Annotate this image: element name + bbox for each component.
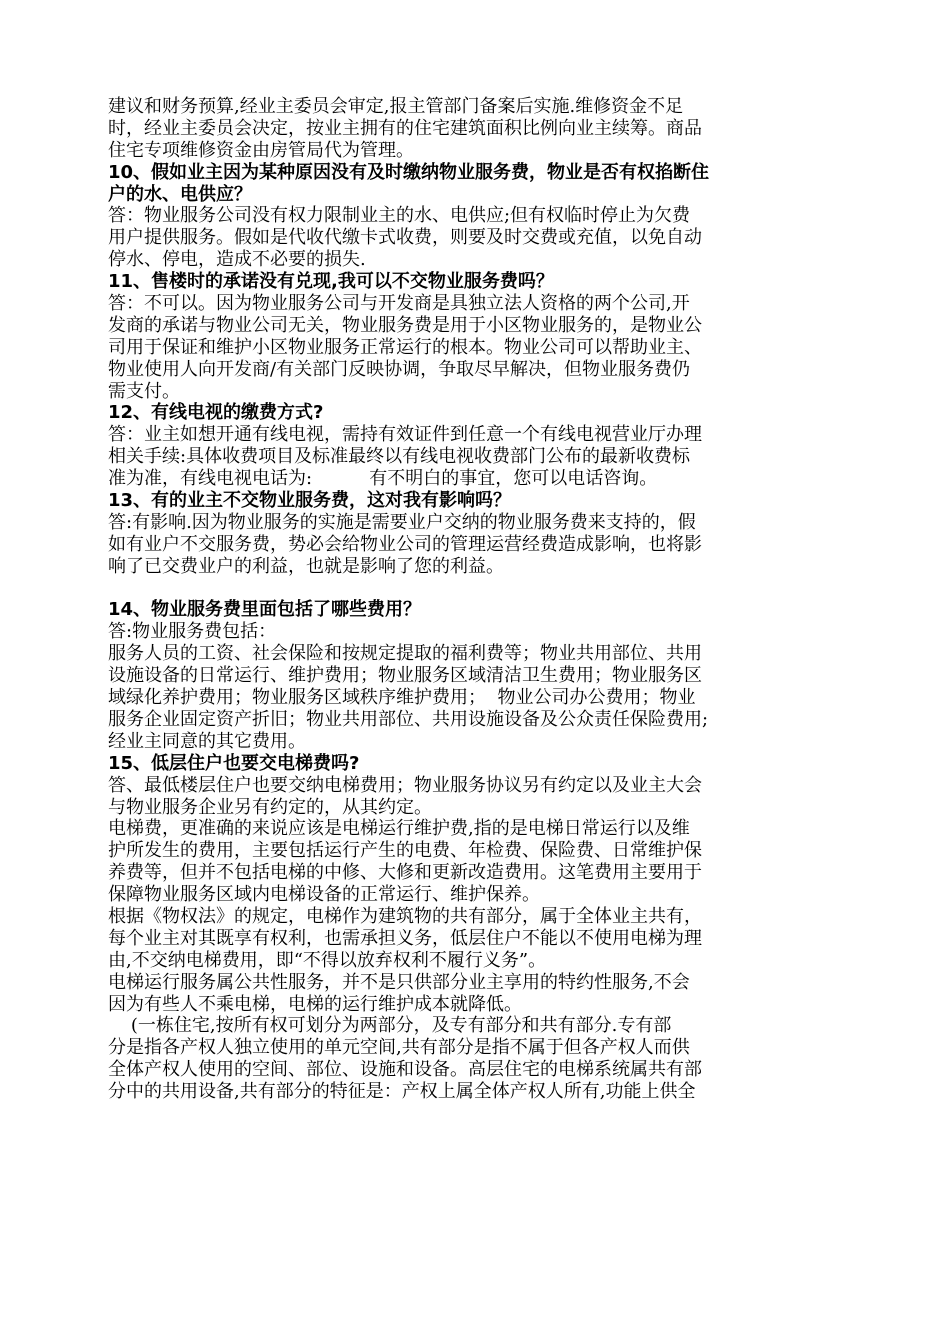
body-text-line: 电梯运行服务属公共性服务，并不是只供部分业主享用的特约性服务,不会: [108, 971, 690, 993]
body-text-line: 设施设备的日常运行、维护费用；物业服务区域清洁卫生费用；物业服务区: [108, 665, 702, 687]
body-text-line: 答:物业服务费包括：: [108, 621, 277, 643]
body-text-line: 根据《物权法》的规定，电梯作为建筑物的共有部分，属于全体业主共有，: [108, 905, 702, 927]
question-heading: 户的水、电供应？: [108, 183, 252, 205]
body-text-line: 电梯费，更准确的来说应该是电梯运行维护费,指的是电梯日常运行以及维: [108, 818, 690, 840]
body-text-line: 建议和财务预算,经业主委员会审定,报主管部门备案后实施.维修资金不足: [108, 96, 684, 117]
body-text-line: 答：不可以。因为物业服务公司与开发商是具独立法人资格的两个公司,开: [108, 293, 690, 315]
body-text-line: 需支付。: [108, 380, 180, 402]
body-text-line: 全体产权人使用的空间、部位、设施和设备。高层住宅的电梯系统属共有部: [108, 1059, 702, 1081]
body-text-line: 用户提供服务。假如是代收代缴卡式收费，则要及时交费或充值，以免自动: [108, 227, 702, 249]
document-page: [108, 96, 850, 1103]
body-text-line: 分是指各产权人独立使用的单元空间,共有部分是指不属于但各产权人而供: [108, 1037, 690, 1059]
question-heading: 11、售楼时的承诺没有兑现,我可以不交物业服务费吗？: [108, 271, 554, 293]
body-text-line: 答、最低楼层住户也要交纳电梯费用；物业服务协议另有约定以及业主大会: [108, 774, 702, 796]
body-text-line: 分中的共用设备,共有部分的特征是：产权上属全体产权人所有,功能上供全: [108, 1081, 696, 1103]
body-text-line: 由,不交纳电梯费用，即“不得以放弃权利不履行义务”。: [108, 949, 547, 971]
body-text-line: 服务企业固定资产折旧；物业共用部位、共用设施设备及公众责任保险费用;: [108, 708, 709, 730]
body-text-line: 答：物业服务公司没有权力限制业主的水、电供应;但有权临时停止为欠费: [108, 205, 691, 227]
body-text-line: 域绿化养护费用；物业服务区域秩序维护费用； 物业公司办公费用；物业: [108, 687, 696, 709]
body-text-line: 住宅专项维修资金由房管局代为管理。: [108, 139, 414, 161]
body-text-line: 保障物业服务区域内电梯设备的正常运行、维护保养。: [108, 884, 540, 906]
body-text-line: 准为准，有线电视电话为: 有不明白的事宜，您可以电话咨询。: [108, 468, 658, 490]
body-text-line: 发商的承诺与物业公司无关，物业服务费是用于小区物业服务的，是物业公: [108, 314, 702, 336]
body-text-line: 与物业服务企业另有约定的，从其约定。: [108, 796, 432, 818]
question-heading: 14、物业服务费里面包括了哪些费用？: [108, 599, 422, 621]
body-text-line: 护所发生的费用，主要包括运行产生的电费、年检费、保险费、日常维护保: [108, 840, 702, 862]
body-text-line: 物业使用人向开发商/有关部门反映协调，争取尽早解决，但物业服务费仍: [108, 358, 691, 380]
body-text-line: 答：业主如想开通有线电视，需持有效证件到任意一个有线电视营业厅办理: [108, 424, 702, 446]
body-text-line: 服务人员的工资、社会保险和按规定提取的福利费等；物业共用部位、共用: [108, 643, 702, 665]
body-text-line: (一栋住宅,按所有权可划分为两部分，及专有部分和共有部分.专有部: [108, 1015, 672, 1037]
body-text-line: 时，经业主委员会决定，按业主拥有的住宅建筑面积比例向业主续筹。商品: [108, 117, 702, 139]
body-text-line: 如有业户不交服务费，势必会给物业公司的管理运营经费造成影响，也将影: [108, 533, 702, 555]
body-text-line: 相关手续:具体收费项目及标准最终以有线电视收费部门公布的最新收费标: [108, 446, 691, 468]
body-text-line: 司用于保证和维护小区物业服务正常运行的根本。物业公司可以帮助业主、: [108, 336, 702, 358]
question-heading: 15、低层住户也要交电梯费吗?: [108, 752, 360, 774]
body-text-line: 因为有些人不乘电梯，电梯的运行维护成本就降低。: [108, 993, 522, 1015]
body-text-line: 停水、停电，造成不必要的损失.: [108, 249, 366, 271]
question-heading: 13、有的业主不交物业服务费，这对我有影响吗？: [108, 490, 512, 512]
question-heading: 12、有线电视的缴费方式?: [108, 402, 324, 424]
body-text-line: 每个业主对其既享有权利，也需承担义务，低层住户不能以不使用电梯为理: [108, 927, 702, 949]
body-text-line: 经业主同意的其它费用。: [108, 730, 306, 752]
blank-line: [108, 578, 850, 600]
question-heading: 10、假如业主因为某种原因没有及时缴纳物业服务费，物业是否有权掐断住: [108, 161, 710, 183]
body-text-line: 养费等，但并不包括电梯的中修、大修和更新改造费用。这笔费用主要用于: [108, 862, 702, 884]
body-text-line: 响了已交费业户的利益，也就是影响了您的利益。: [108, 555, 504, 577]
body-text-line: 答:有影响.因为物业服务的实施是需要业户交纳的物业服务费来支持的，假: [108, 511, 696, 533]
